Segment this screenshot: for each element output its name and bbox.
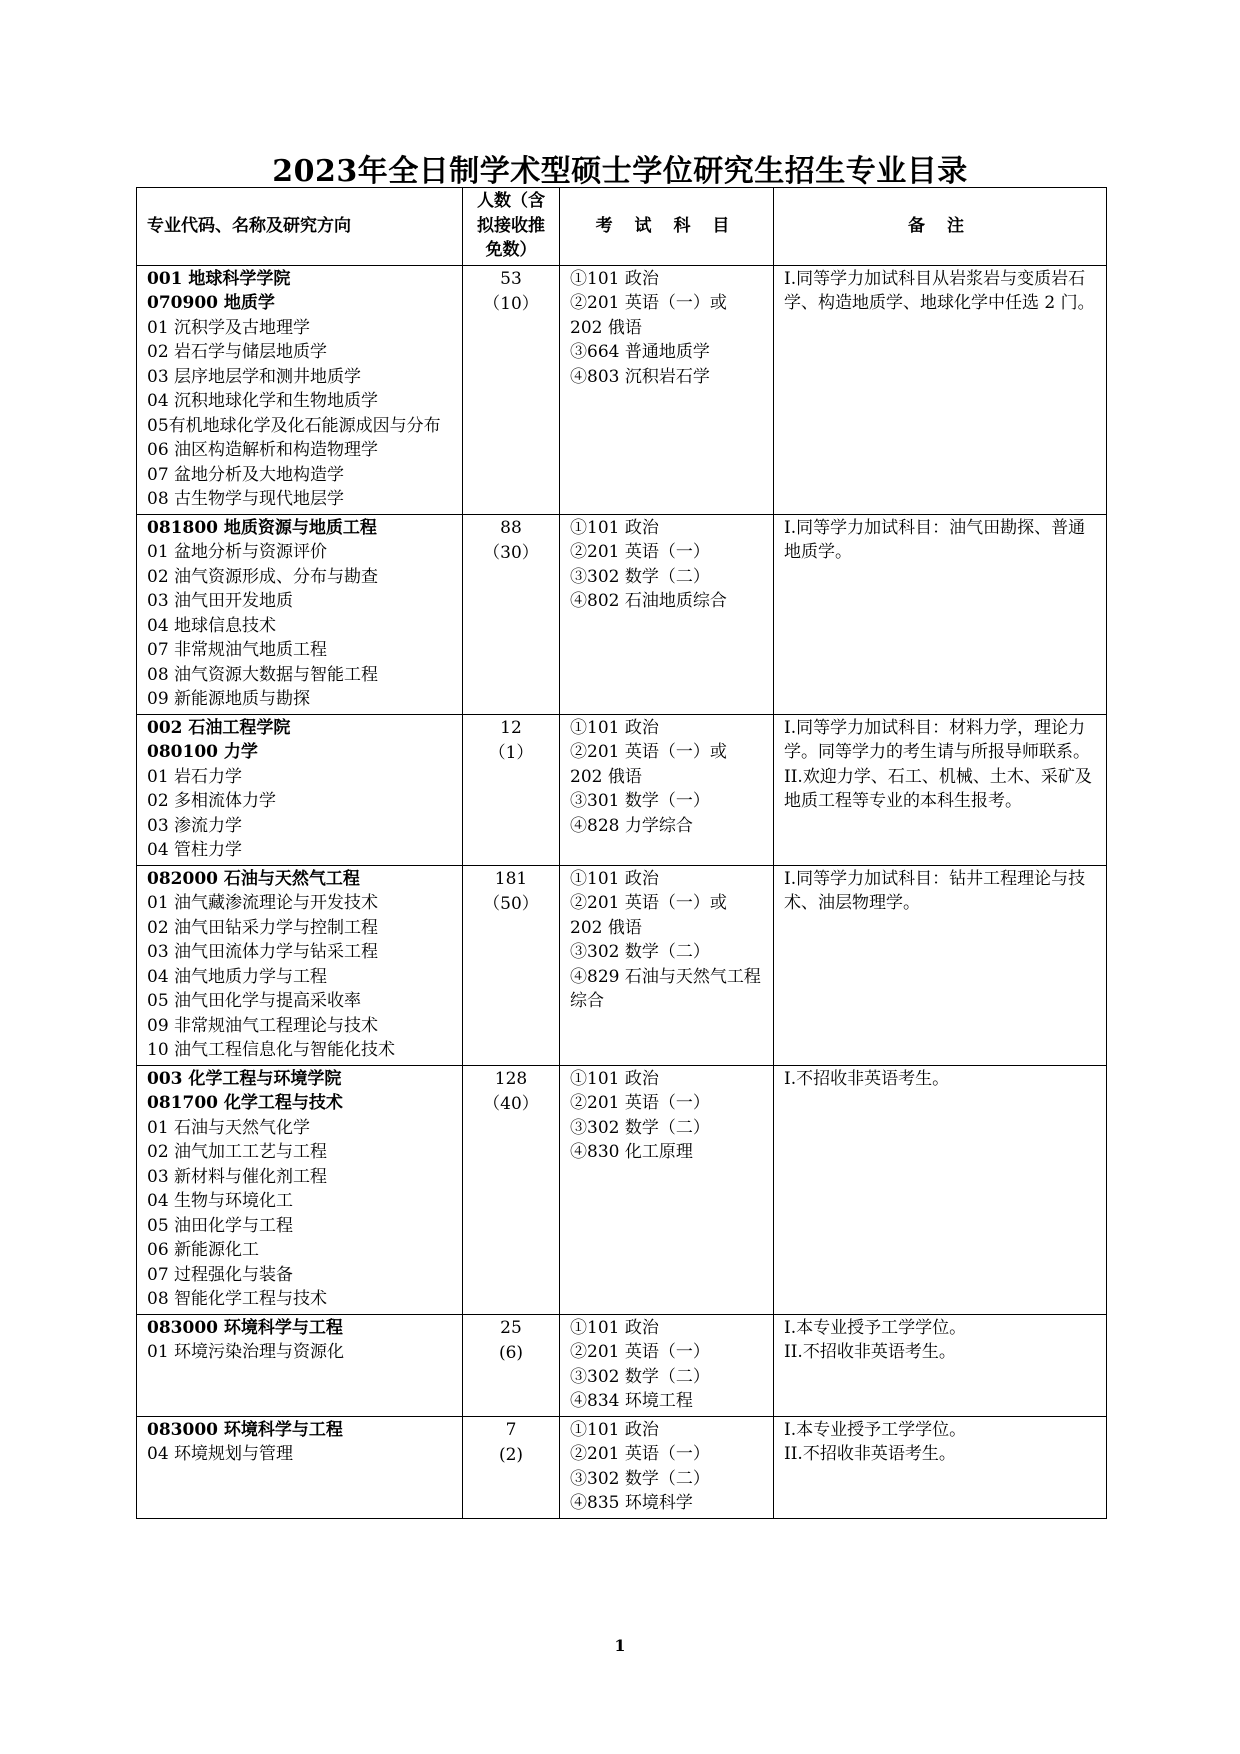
- exam-subject: ①101 政治: [570, 1419, 659, 1440]
- header-row: [137, 188, 1107, 266]
- count-cell: [463, 514, 560, 714]
- table-row: [137, 865, 1107, 1065]
- remark-text: I.同等学力加试科目从岩浆岩与变质岩石学、构造地质学、地球化学中任选 2 门。: [784, 268, 1095, 313]
- major-heading: 081700 化学工程与技术: [147, 1093, 343, 1113]
- remark-cell: [774, 714, 1107, 865]
- table-row: [137, 1416, 1107, 1518]
- table-row: [137, 265, 1107, 514]
- exam-cell: [560, 1314, 774, 1416]
- research-direction: 04 生物与环境化工: [147, 1191, 294, 1211]
- exam-subject: ①101 政治: [570, 1068, 659, 1089]
- exam-subject: ②201 英语（一）或 202 俄语: [570, 293, 727, 338]
- research-direction: 08 智能化学工程与技术: [147, 1289, 328, 1309]
- research-direction: 07 非常规油气地质工程: [147, 640, 328, 660]
- exam-subject: ②201 英语（一）: [570, 542, 710, 562]
- research-direction: 06 新能源化工: [147, 1240, 260, 1260]
- exam-subject: ③302 数学（二）: [570, 566, 710, 587]
- exam-subject: ①101 政治: [570, 268, 659, 289]
- exam-subject: ③302 数学（二）: [570, 1468, 710, 1489]
- research-direction: 09 新能源地质与勘探: [147, 689, 311, 709]
- table-row: [137, 714, 1107, 865]
- research-direction: 07 过程强化与装备: [147, 1264, 294, 1285]
- remark-cell: [774, 865, 1107, 1065]
- exam-subject: ②201 英语（一）或 202 俄语: [570, 893, 727, 938]
- table-row: [137, 1065, 1107, 1314]
- tuimian-count: （10）: [483, 293, 539, 314]
- table-row: [137, 514, 1107, 714]
- exam-subject: ②201 英语（一）: [570, 1342, 710, 1362]
- major-heading: 083000 环境科学与工程: [147, 1419, 343, 1440]
- exam-subject: ③302 数学（二）: [570, 1366, 710, 1387]
- exam-cell: [560, 865, 774, 1065]
- major-cell: [137, 1065, 463, 1314]
- exam-subject: ②201 英语（一）: [570, 1093, 710, 1113]
- major-cell: [137, 514, 463, 714]
- remark-cell: [774, 265, 1107, 514]
- enrollment-count: 25: [500, 1317, 522, 1338]
- major-cell: [137, 865, 463, 1065]
- research-direction: 02 多相流体力学: [147, 791, 277, 811]
- research-direction: 08 油气资源大数据与智能工程: [147, 664, 379, 685]
- exam-subject: ④802 石油地质综合: [570, 591, 727, 611]
- exam-cell: [560, 1065, 774, 1314]
- header-count: 人数（含拟接收推免数）: [463, 188, 560, 266]
- catalog-table: [136, 187, 1107, 1519]
- research-direction: 03 油气田开发地质: [147, 591, 294, 611]
- remark-text: II.不招收非英语考生。: [784, 1342, 956, 1362]
- tuimian-count: (6): [498, 1342, 524, 1363]
- exam-subject: ④834 环境工程: [570, 1391, 693, 1411]
- major-heading: 080100 力学: [147, 742, 258, 762]
- research-direction: 04 油气地质力学与工程: [147, 966, 328, 987]
- remark-text: I.同等学力加试科目：钻井工程理论与技术、油层物理学。: [784, 868, 1086, 913]
- count-cell: [463, 1416, 560, 1518]
- research-direction: 09 非常规油气工程理论与技术: [147, 1015, 379, 1036]
- research-direction: 01 沉积学及古地理学: [147, 317, 311, 338]
- exam-subject: ③302 数学（二）: [570, 942, 710, 962]
- page-title: 2023年全日制学术型硕士学位研究生招生专业目录: [272, 154, 968, 189]
- research-direction: 01 环境污染治理与资源化: [147, 1342, 345, 1362]
- remark-cell: [774, 1416, 1107, 1518]
- count-cell: [463, 714, 560, 865]
- research-direction: 02 油气资源形成、分布与勘查: [147, 566, 379, 587]
- header-remark: 备 注: [774, 188, 1107, 266]
- major-heading: 081800 地质资源与地质工程: [147, 517, 377, 538]
- exam-subject: ①101 政治: [570, 868, 659, 889]
- research-direction: 05 油气田化学与提高采收率: [147, 991, 362, 1011]
- tuimian-count: （50）: [483, 893, 539, 914]
- research-direction: 06 油区构造解析和构造物理学: [147, 440, 379, 460]
- exam-subject: ①101 政治: [570, 1317, 659, 1338]
- remark-text: I.同等学力加试科目：材料力学，理论力学。同等学力的考生请与所报导师联系。: [784, 717, 1090, 762]
- header-major: 专业代码、名称及研究方向: [137, 188, 463, 266]
- major-cell: [137, 1416, 463, 1518]
- remark-cell: [774, 1065, 1107, 1314]
- remark-cell: [774, 514, 1107, 714]
- research-direction: 04 环境规划与管理: [147, 1444, 294, 1464]
- research-direction: 02 油气加工工艺与工程: [147, 1142, 328, 1162]
- tuimian-count: (2): [498, 1444, 524, 1465]
- exam-subject: ②201 英语（一）: [570, 1444, 710, 1464]
- remark-text: I.本专业授予工学学位。: [784, 1419, 967, 1440]
- major-heading: 001 地球科学学院: [147, 268, 291, 289]
- remark-text: II.不招收非英语考生。: [784, 1444, 956, 1464]
- exam-subject: ②201 英语（一）或 202 俄语: [570, 742, 727, 787]
- exam-cell: [560, 1416, 774, 1518]
- exam-subject: ④829 石油与天然气工程综合: [570, 966, 761, 1011]
- research-direction: 01 岩石力学: [147, 766, 243, 787]
- count-cell: [463, 865, 560, 1065]
- exam-cell: [560, 265, 774, 514]
- research-direction: 08 古生物学与现代地层学: [147, 489, 345, 509]
- enrollment-count: 53: [500, 268, 522, 289]
- enrollment-count: 181: [494, 868, 528, 889]
- major-heading: 082000 石油与天然气工程: [147, 868, 360, 889]
- research-direction: 04 沉积地球化学和生物地质学: [147, 391, 379, 411]
- research-direction: 01 油气藏渗流理论与开发技术: [147, 893, 379, 913]
- major-heading: 070900 地质学: [147, 293, 275, 313]
- research-direction: 05有机地球化学及化石能源成因与分布: [147, 415, 441, 436]
- research-direction: 03 油气田流体力学与钻采工程: [147, 942, 379, 962]
- exam-subject: ①101 政治: [570, 517, 659, 538]
- remark-cell: [774, 1314, 1107, 1416]
- tuimian-count: （30）: [483, 542, 539, 563]
- major-cell: [137, 265, 463, 514]
- tuimian-count: （1）: [488, 742, 534, 763]
- count-cell: [463, 1065, 560, 1314]
- research-direction: 01 盆地分析与资源评价: [147, 542, 328, 562]
- research-direction: 01 石油与天然气化学: [147, 1117, 311, 1138]
- table-row: [137, 1314, 1107, 1416]
- major-heading: 083000 环境科学与工程: [147, 1317, 343, 1338]
- research-direction: 03 层序地层学和测井地质学: [147, 366, 362, 387]
- page-number: 1: [614, 1636, 626, 1655]
- exam-subject: ④835 环境科学: [570, 1493, 693, 1513]
- exam-subject: ③301 数学（一）: [570, 791, 710, 811]
- exam-subject: ④803 沉积岩石学: [570, 366, 710, 387]
- header-exam: 考 试 科 目: [560, 188, 774, 266]
- count-cell: [463, 265, 560, 514]
- remark-text: I.本专业授予工学学位。: [784, 1317, 967, 1338]
- research-direction: 07 盆地分析及大地构造学: [147, 464, 345, 485]
- catalog-body: [137, 265, 1107, 1518]
- enrollment-count: 88: [500, 517, 522, 538]
- exam-subject: ③302 数学（二）: [570, 1117, 710, 1138]
- exam-subject: ③664 普通地质学: [570, 342, 710, 362]
- remark-text: I.同等学力加试科目：油气田勘探、普通地质学。: [784, 517, 1086, 562]
- research-direction: 10 油气工程信息化与智能化技术: [147, 1040, 396, 1060]
- exam-subject: ④830 化工原理: [570, 1142, 693, 1162]
- research-direction: 02 岩石学与储层地质学: [147, 342, 328, 362]
- major-cell: [137, 714, 463, 865]
- enrollment-count: 128: [494, 1068, 528, 1089]
- research-direction: 04 管柱力学: [147, 840, 243, 860]
- major-heading: 002 石油工程学院: [147, 717, 291, 738]
- research-direction: 02 油气田钻采力学与控制工程: [147, 917, 379, 938]
- tuimian-count: （40）: [483, 1093, 539, 1114]
- exam-cell: [560, 714, 774, 865]
- research-direction: 04 地球信息技术: [147, 615, 277, 636]
- exam-subject: ④828 力学综合: [570, 815, 693, 836]
- remark-text: II.欢迎力学、石工、机械、土木、采矿及地质工程等专业的本科生报考。: [784, 766, 1092, 811]
- enrollment-count: 7: [505, 1419, 517, 1440]
- major-cell: [137, 1314, 463, 1416]
- remark-text: I.不招收非英语考生。: [784, 1068, 950, 1089]
- research-direction: 03 新材料与催化剂工程: [147, 1166, 328, 1187]
- count-cell: [463, 1314, 560, 1416]
- research-direction: 05 油田化学与工程: [147, 1215, 294, 1236]
- enrollment-count: 12: [500, 717, 522, 738]
- exam-subject: ①101 政治: [570, 717, 659, 738]
- research-direction: 03 渗流力学: [147, 815, 243, 836]
- exam-cell: [560, 514, 774, 714]
- major-heading: 003 化学工程与环境学院: [147, 1068, 342, 1089]
